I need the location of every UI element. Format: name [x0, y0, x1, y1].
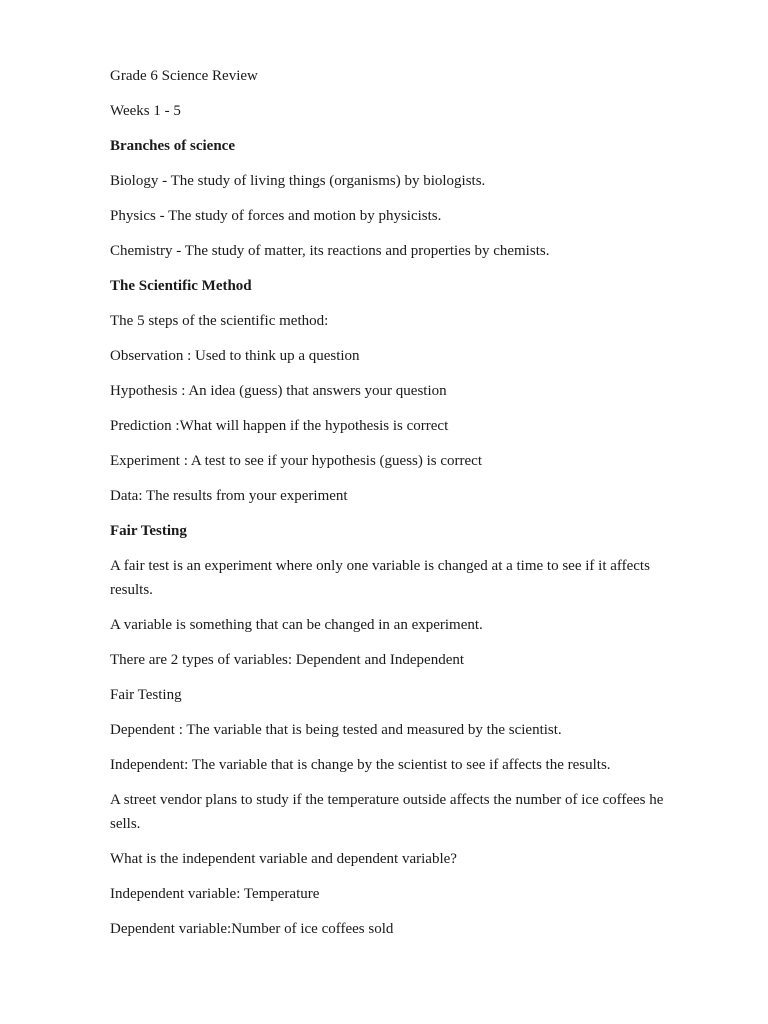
- document-page: [110, 64, 690, 952]
- paragraph-dependent: Dependent : The variable that is being tested and measured by the scientist.: [110, 722, 562, 739]
- paragraph-answer-dependent: Dependent variable:Number of ice coffees sold: [110, 921, 394, 938]
- paragraph-biology: Biology - The study of living things (organisms) by biologists.: [110, 173, 486, 189]
- paragraph-question: What is the independent variable and dependent variable?: [110, 851, 457, 868]
- document-title: Grade 6 Science Review: [110, 68, 258, 84]
- paragraph-steps-intro: The 5 steps of the scientific method:: [110, 313, 329, 329]
- paragraph-fair-testing-label: Fair Testing: [110, 687, 182, 704]
- paragraph-prediction: Prediction :What will happen if the hypothesis is correct: [110, 418, 449, 434]
- paragraph-experiment: Experiment : A test to see if your hypothesis (guess) is correct: [110, 453, 483, 469]
- document-subtitle: Weeks 1 - 5: [110, 103, 181, 119]
- paragraph-physics: Physics - The study of forces and motion by physicists.: [110, 208, 442, 224]
- paragraph-variable-types: There are 2 types of variables: Dependent and Independent: [110, 652, 465, 669]
- paragraph-hypothesis: Hypothesis : An idea (guess) that answers your question: [110, 383, 447, 399]
- paragraph-answer-independent: Independent variable: Temperature: [110, 886, 320, 903]
- paragraph-chemistry: Chemistry - The study of matter, its reactions and properties by chemists.: [110, 243, 550, 259]
- paragraph-data: Data: The results from your experiment: [110, 488, 348, 504]
- section-heading-fair-testing: Fair Testing: [110, 523, 187, 539]
- paragraph-fair-test-definition: A fair test is an experiment where only one variable is changed at a time to see if it affects results.: [110, 558, 650, 599]
- paragraph-variable-definition: A variable is something that can be changed in an experiment.: [110, 617, 483, 634]
- paragraph-independent: Independent: The variable that is change by the scientist to see if affects the results.: [110, 757, 611, 774]
- section-heading-branches: Branches of science: [110, 138, 235, 154]
- section-heading-scientific-method: The Scientific Method: [110, 278, 252, 294]
- paragraph-street-vendor: A street vendor plans to study if the temperature outside affects the number of ice coffees he sells.: [110, 792, 664, 833]
- paragraph-observation: Observation : Used to think up a question: [110, 348, 360, 364]
